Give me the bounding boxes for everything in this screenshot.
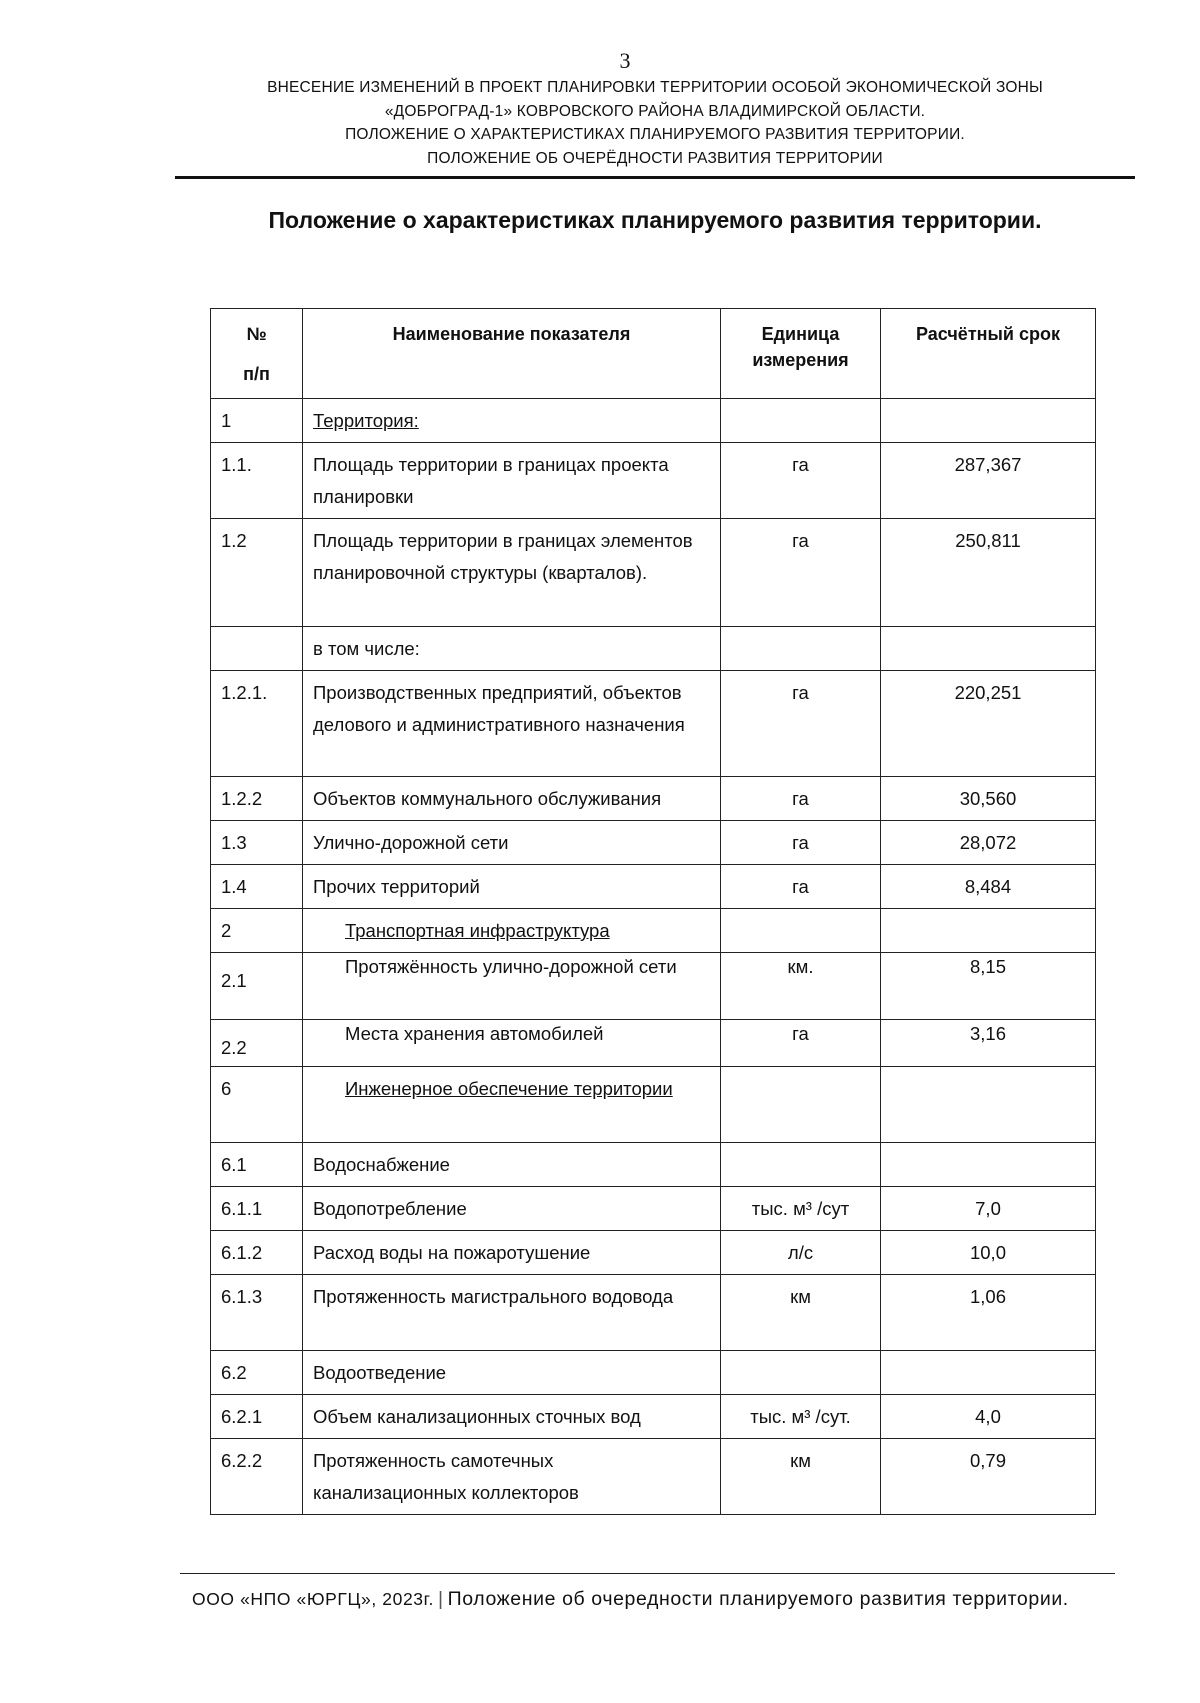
page-footer — [192, 1583, 1072, 1615]
table-row: 2.1 Протяжённость улично-дорожной сети км. 8,15 — [211, 953, 1096, 1020]
footer-organization: ООО «НПО «ЮРГЦ», 2023г. — [192, 1589, 434, 1609]
page-number: 3 — [619, 48, 631, 73]
table-row: 6 Инженерное обеспечение территории — [211, 1067, 1096, 1143]
table-row: 6.2 Водоотведение — [211, 1351, 1096, 1395]
table-row: 6.1.2 Расход воды на пожаротушение л/с 10,0 — [211, 1231, 1096, 1275]
header-line-2: «ДОБРОГРАД-1» КОВРОВСКОГО РАЙОНА ВЛАДИМИРСКОЙ ОБЛАСТИ. — [384, 102, 926, 120]
running-header — [175, 76, 1135, 170]
table-row: 1.2 Площадь территории в границах элементов планировочной структуры (кварталов). га 250,811 — [211, 519, 1096, 627]
document-title: Положение о характеристиках планируемого развития территории. — [268, 207, 1042, 233]
table-row: 1.2.1. Производственных предприятий, объектов делового и административного назначения га 220,251 — [211, 671, 1096, 777]
footer-divider — [180, 1573, 1115, 1574]
table-row: 1 Территория: — [211, 399, 1096, 443]
table-row: 2 Транспортная инфраструктура — [211, 909, 1096, 953]
footer-text: Положение об очередности планируемого развития территории. — [447, 1588, 1069, 1610]
table-row: 6.1 Водоснабжение — [211, 1143, 1096, 1187]
header-line-4: ПОЛОЖЕНИЕ ОБ ОЧЕРЁДНОСТИ РАЗВИТИЯ ТЕРРИТОРИИ — [427, 149, 883, 167]
header-line-1: ВНЕСЕНИЕ ИЗМЕНЕНИЙ В ПРОЕКТ ПЛАНИРОВКИ ТЕРРИТОРИИ ОСОБОЙ ЭКОНОМИЧЕСКОЙ ЗОНЫ — [267, 79, 1043, 96]
table-row: 6.2.1 Объем канализационных сточных вод тыс. м³ /сут. 4,0 — [211, 1395, 1096, 1439]
table-row: 6.1.3 Протяженность магистрального водовода км 1,06 — [211, 1275, 1096, 1351]
table-row: в том числе: — [211, 627, 1096, 671]
header-unit: Единица измерения — [721, 309, 881, 399]
table-row: 2.2 Места хранения автомобилей га 3,16 — [211, 1020, 1096, 1067]
table-row: 6.2.2 Протяженность самотечных канализационных коллекторов км 0,79 — [211, 1439, 1096, 1515]
header-estimated-term: Расчётный срок — [881, 309, 1096, 399]
table-row: 1.3 Улично-дорожной сети га 28,072 — [211, 821, 1096, 865]
table-header-row — [211, 309, 1096, 399]
header-indicator-name: Наименование показателя — [303, 309, 721, 399]
header-number: № п/п — [211, 309, 303, 399]
parameters-table — [210, 308, 1096, 1515]
table-row: 1.2.2 Объектов коммунального обслуживания га 30,560 — [211, 777, 1096, 821]
header-divider — [175, 176, 1135, 179]
table-row: 1.4 Прочих территорий га 8,484 — [211, 865, 1096, 909]
footer-separator: | — [437, 1588, 444, 1610]
header-line-3: ПОЛОЖЕНИЕ О ХАРАКТЕРИСТИКАХ ПЛАНИРУЕМОГО РАЗВИТИЯ ТЕРРИТОРИИ. — [345, 126, 965, 143]
table-row: 6.1.1 Водопотребление тыс. м³ /сут 7,0 — [211, 1187, 1096, 1231]
table-row: 1.1. Площадь территории в границах проекта планировки га 287,367 — [211, 443, 1096, 519]
